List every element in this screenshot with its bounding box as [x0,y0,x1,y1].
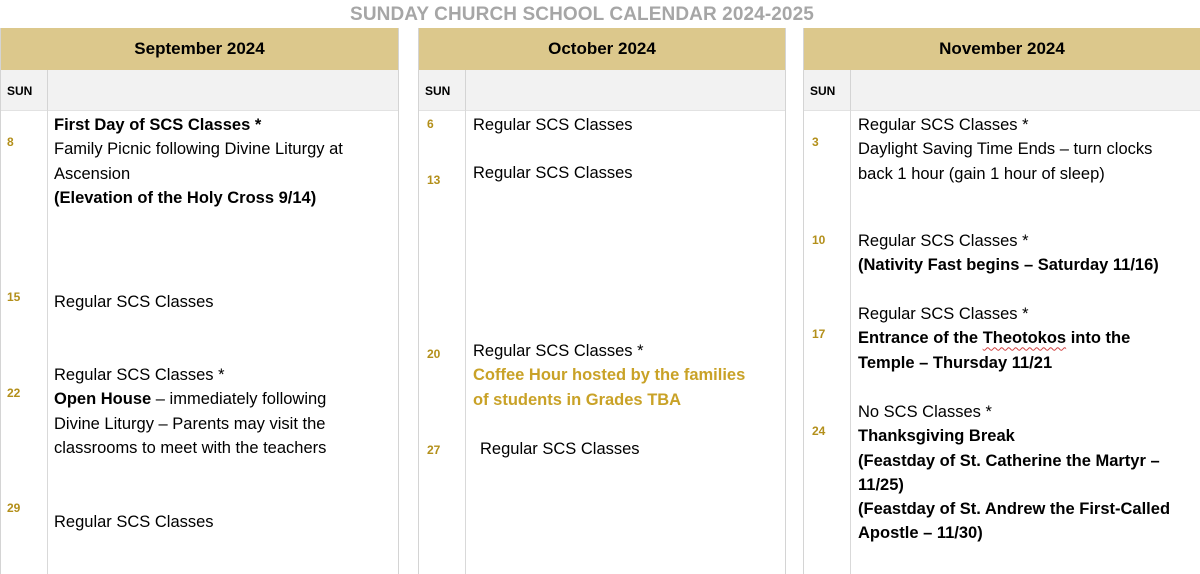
day-header-row [804,70,1200,111]
event-entry: Regular SCS Classes * Coffee Hour hosted by the families of students in Grades TBA [473,342,746,409]
date-label: 20 [427,347,441,361]
page-title: SUNDAY CHURCH SCHOOL CALENDAR 2024-2025 [350,4,814,25]
event-entry: Regular SCS Classes * (Nativity Fast begins – Saturday 11/16) [858,232,1159,275]
event-entry: Regular SCS Classes * Daylight Saving Time Ends – turn clocks back 1 hour (gain 1 hour of sleep) [858,116,1153,183]
month-column-september [0,28,399,574]
date-label: 15 [7,290,21,304]
event-entry: Regular SCS Classes [480,440,640,458]
month-header: October 2024 [419,28,785,70]
date-label: 24 [812,424,826,438]
date-label: 8 [7,135,14,149]
event-entry: Regular SCS Classes * Open House – immediately following Divine Liturgy – Parents may visit the classrooms to meet with the teachers [54,366,327,457]
date-label: 13 [427,173,441,187]
day-header-sun: SUN [810,84,836,98]
event-entry: Regular SCS Classes [54,293,214,311]
date-label: 22 [7,386,21,400]
date-label: 6 [427,117,434,131]
month-header: November 2024 [804,28,1200,70]
date-label: 27 [427,443,441,457]
event-entry: Regular SCS Classes [473,164,633,182]
event-entry: Regular SCS Classes [473,116,633,134]
date-label: 29 [7,501,21,515]
month-column-november [803,28,1200,574]
event-entry: First Day of SCS Classes * Family Picnic following Divine Liturgy at Ascension (Elevation of the Holy Cross 9/14) [54,116,343,207]
event-entry: Regular SCS Classes [54,513,214,531]
event-entry: No SCS Classes * Thanksgiving Break (Feastday of St. Catherine the Martyr – 11/25) (Feastday of St. Andrew the First-Called Apostle – 11/30) [858,403,1171,543]
day-header-sun: SUN [425,84,451,98]
day-header-sun: SUN [7,84,33,98]
event-entry: Regular SCS Classes * Entrance of the Theotokos into the Temple – Thursday 11/21 [858,305,1131,372]
day-header-row [1,70,398,111]
month-header: September 2024 [1,28,398,70]
date-label: 10 [812,233,826,247]
day-header-row [419,70,785,111]
date-label: 17 [812,327,826,341]
date-label: 3 [812,135,819,149]
month-column-october [418,28,786,574]
